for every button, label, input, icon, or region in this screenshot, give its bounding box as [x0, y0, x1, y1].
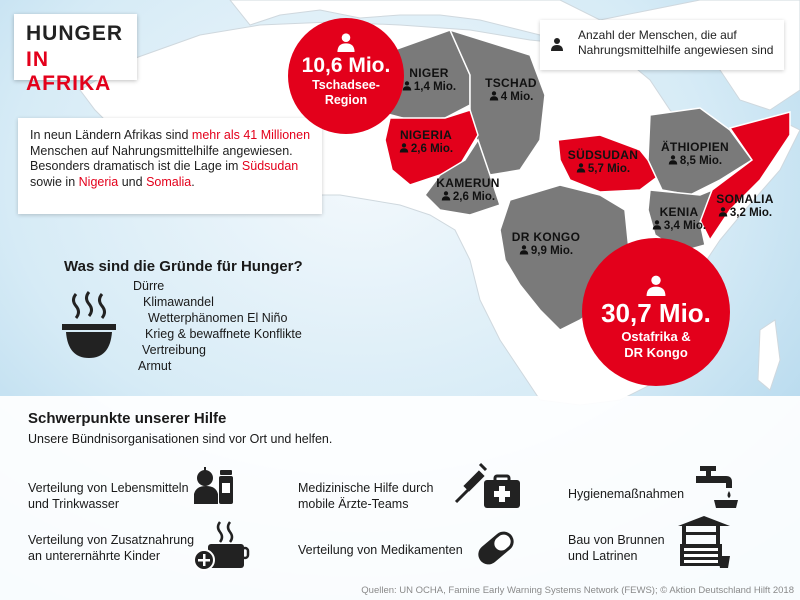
circle-value: 10,6 Mio. — [301, 54, 391, 77]
title-line-1: HUNGER — [26, 22, 124, 45]
intro-part: . — [191, 174, 195, 189]
help-item-line: und Latrinen — [568, 549, 638, 563]
help-item-line: Hygienemaßnahmen — [568, 487, 685, 501]
country-name: SÜDSUDAN — [567, 148, 639, 162]
intro-highlight-count: mehr als 41 Millionen — [191, 128, 311, 142]
reasons-heading: Was sind die Gründe für Hunger? — [64, 258, 303, 275]
reason-item: Armut — [138, 359, 172, 373]
help-item-line: Medizinische Hilfe durch — [298, 481, 434, 495]
sources-credit: Quellen: UN OCHA, Famine Early Warning Systems Network (FEWS); © Aktion Deutschland Hilft 2018 — [361, 585, 794, 596]
circle-label: Region — [324, 93, 368, 107]
person-icon — [550, 37, 564, 51]
person-icon — [441, 190, 451, 201]
label-south-sudan — [560, 148, 646, 175]
circle-chad-region — [288, 18, 404, 134]
country-value: 4 Mio. — [500, 91, 534, 103]
help-item-medical — [298, 480, 433, 512]
title-box — [14, 14, 137, 95]
help-item-line: Verteilung von Lebensmitteln — [28, 481, 189, 495]
label-niger — [396, 66, 462, 93]
reason-item: Klimawandel — [143, 295, 214, 309]
soup-bowl-icon — [58, 290, 120, 362]
help-heading: Schwerpunkte unserer Hilfe — [28, 410, 227, 427]
country-name: KAMERUN — [436, 176, 500, 190]
country-value: 5,7 Mio. — [587, 163, 631, 175]
person-icon — [652, 219, 662, 230]
help-item-line: Verteilung von Medikamenten — [298, 543, 463, 557]
reason-item: Wetterphänomen El Niño — [148, 311, 288, 325]
help-item-food — [28, 480, 189, 512]
country-value: 2,6 Mio. — [452, 191, 496, 203]
help-panel — [0, 396, 800, 600]
person-icon — [489, 90, 499, 101]
help-item-supplementary — [28, 532, 194, 564]
reason-item: Dürre — [133, 279, 165, 293]
person-icon — [668, 154, 678, 165]
help-item-medicines — [298, 542, 463, 558]
circle-value: 30,7 Mio. — [601, 298, 711, 328]
person-icon — [336, 32, 356, 52]
country-name: NIGER — [409, 66, 449, 80]
intro-part: In neun Ländern Afrikas sind — [30, 128, 192, 142]
legend-text: Anzahl der Menschen, die auf Nahrungsmittelhilfe angewiesen sind — [578, 28, 774, 57]
person-icon — [645, 274, 667, 296]
intro-box — [18, 118, 322, 214]
country-name: TSCHAD — [485, 76, 537, 90]
intro-highlight-somalia: Somalia — [146, 174, 192, 189]
country-name: SOMALIA — [716, 192, 774, 206]
country-name: KENIA — [659, 205, 699, 219]
pill-icon — [474, 528, 518, 568]
country-name: DR KONGO — [511, 230, 581, 244]
help-item-wells — [568, 532, 665, 564]
country-value: 2,6 Mio. — [410, 143, 454, 155]
circle-label: Tschadsee- — [312, 78, 380, 92]
label-somalia — [710, 192, 780, 219]
legend — [540, 20, 784, 70]
label-kenya — [648, 205, 710, 232]
person-icon — [576, 162, 586, 173]
label-nigeria — [389, 128, 463, 155]
label-ethiopia — [652, 140, 738, 167]
country-value: 3,2 Mio. — [729, 207, 773, 219]
help-item-line: an unterernährte Kinder — [28, 549, 161, 563]
help-item-line: mobile Ärzte-Teams — [298, 497, 409, 511]
hot-meal-icon — [192, 520, 250, 572]
country-name: NIGERIA — [399, 128, 453, 142]
circle-label: DR Kongo — [624, 345, 688, 360]
syringe-medkit-icon — [452, 462, 522, 510]
reason-item: Vertreibung — [142, 343, 206, 357]
help-item-line: Bau von Brunnen — [568, 533, 665, 547]
food-and-water-icon — [192, 466, 240, 506]
label-dr-congo — [508, 230, 584, 257]
person-icon — [718, 206, 728, 217]
intro-part: sowie in — [30, 174, 79, 189]
label-chad — [475, 76, 547, 103]
label-cameroon — [428, 176, 508, 203]
circle-east-africa — [582, 238, 730, 386]
country-value: 3,4 Mio. — [663, 220, 707, 232]
country-name: ÄTHIOPIEN — [660, 140, 730, 154]
water-tap-icon — [692, 462, 740, 510]
country-value: 8,5 Mio. — [679, 155, 723, 167]
intro-part: Menschen auf Nahrungsmittelhilfe angewiesen. Besonders dramatisch ist die Lage im — [30, 143, 293, 173]
person-icon — [519, 244, 529, 255]
help-subheading: Unsere Bündnisorganisationen sind vor Ort und helfen. — [28, 432, 333, 446]
intro-text — [30, 128, 320, 190]
help-item-line: Verteilung von Zusatznahrung — [28, 533, 195, 547]
person-icon — [399, 142, 409, 153]
intro-part: und — [118, 174, 147, 189]
reason-item: Krieg & bewaffnete Konflikte — [145, 327, 302, 341]
help-item-line: und Trinkwasser — [28, 497, 120, 511]
country-value: 9,9 Mio. — [530, 245, 574, 257]
well-icon — [676, 514, 732, 570]
intro-highlight-nigeria: Nigeria — [78, 174, 119, 189]
country-value: 1,4 Mio. — [413, 81, 457, 93]
title-line-2: IN AFRIKA — [26, 48, 112, 95]
intro-highlight-south-sudan: Südsudan — [241, 159, 299, 173]
circle-label: Ostafrika & — [621, 329, 691, 344]
help-item-hygiene — [568, 486, 684, 502]
